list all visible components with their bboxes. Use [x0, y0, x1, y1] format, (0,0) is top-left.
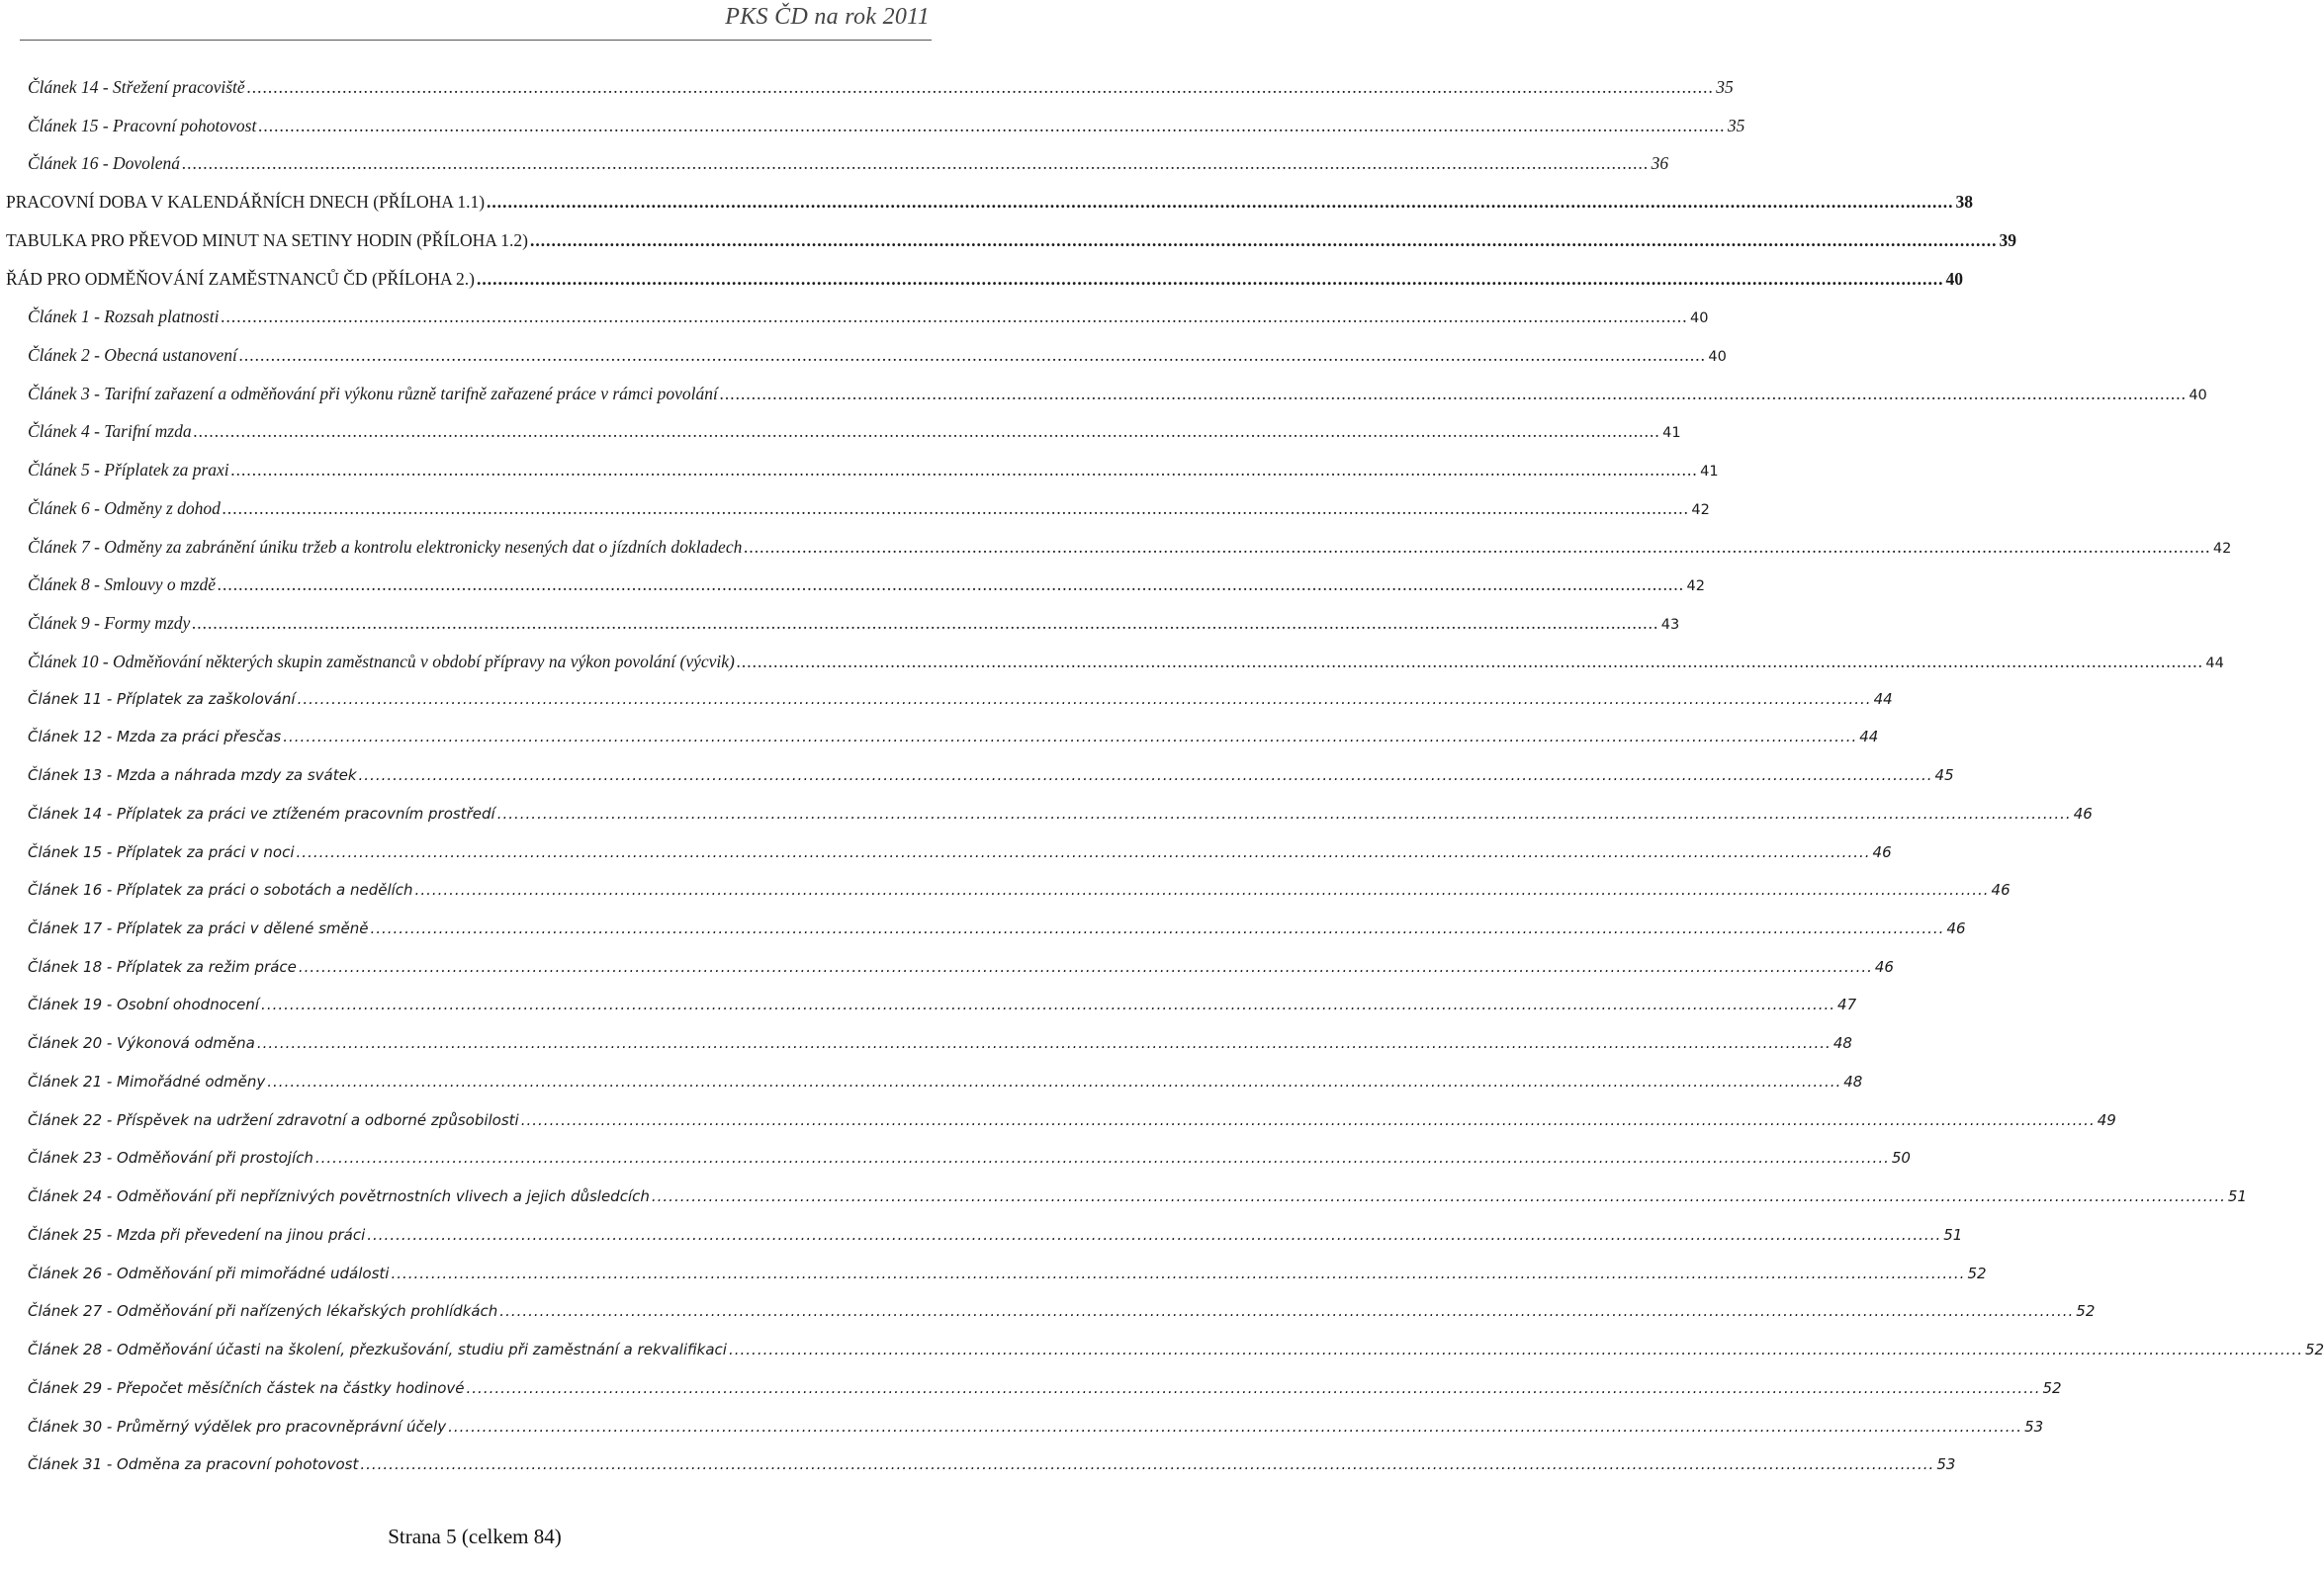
toc-entry[interactable] [28, 574, 1705, 595]
toc-entry[interactable] [28, 1418, 2044, 1436]
toc-entry-page-number: 42 [1686, 578, 1705, 594]
header-rule [20, 40, 932, 41]
toc-entry[interactable] [28, 306, 1709, 327]
toc-entry-title: Článek 26 - Odměňování při mimořádné události [28, 1265, 390, 1282]
toc-entry-page-number: 53 [2024, 1418, 2044, 1436]
toc-dot-leader [257, 1034, 1832, 1052]
toc-dot-leader [415, 881, 1990, 899]
toc-entry-page-number: 48 [1843, 1073, 1863, 1091]
toc-entry-title: Článek 3 - Tarifní zařazení a odměňování při výkonu různě tarifně zařazené práce v rámci povolání [28, 384, 718, 403]
toc-entry-title: Článek 12 - Mzda za práci přesčas [28, 728, 282, 745]
toc-entry-page-number: 46 [1874, 958, 1894, 976]
toc-entry[interactable] [28, 345, 1727, 366]
toc-dot-leader [521, 1111, 2096, 1129]
toc-entry-title: ŘÁD PRO ODMĚŇOVÁNÍ ZAMĚSTNANCŮ ČD (PŘÍLOHA 2.) [6, 269, 475, 289]
toc-entry-title: Článek 11 - Příplatek za zaškolování [28, 690, 296, 708]
toc-dot-leader [720, 384, 2188, 404]
running-header-title: PKS ČD na rok 2011 [725, 4, 930, 30]
toc-entry[interactable] [28, 652, 2224, 672]
toc-entry[interactable] [28, 153, 1669, 174]
toc-entry[interactable] [28, 384, 2207, 404]
toc-entry[interactable] [28, 919, 1966, 937]
toc-dot-leader [258, 116, 1726, 136]
toc-entry-page-number: 42 [1691, 502, 1710, 518]
toc-dot-leader [182, 153, 1650, 174]
toc-dot-leader [448, 1418, 2022, 1436]
toc-entry-page-number: 51 [2227, 1187, 2247, 1205]
toc-entry-title: Článek 19 - Osobní ohodnocení [28, 996, 260, 1013]
toc-entry-page-number: 46 [1872, 843, 1892, 861]
toc-entry-title: Článek 30 - Průměrný výdělek pro pracovněprávní účely [28, 1418, 447, 1436]
toc-entry-title: Článek 8 - Smlouvy o mzdě [28, 574, 217, 594]
toc-entry[interactable] [6, 269, 1963, 290]
toc-dot-leader [477, 269, 1944, 290]
toc-entry-title: Článek 10 - Odměňování některých skupin zaměstnanců v období přípravy na výkon povolání (výcvik) [28, 652, 735, 671]
toc-entry[interactable] [28, 996, 1857, 1013]
toc-entry-page-number: 40 [2189, 388, 2207, 403]
toc-entry-page-number: 41 [1700, 464, 1719, 480]
toc-entry[interactable] [28, 613, 1680, 634]
toc-entry[interactable] [28, 421, 1681, 442]
toc-entry-title: Článek 21 - Mimořádné odměny [28, 1073, 266, 1091]
toc-entry-title: Článek 14 - Střežení pracoviště [28, 77, 245, 97]
toc-dot-leader [367, 1226, 1941, 1244]
toc-entry[interactable] [28, 1226, 1963, 1244]
toc-dot-leader [267, 1073, 1841, 1091]
toc-entry-page-number: 51 [1943, 1226, 1963, 1244]
toc-entry-page-number: 46 [2073, 805, 2093, 823]
toc-dot-leader [370, 919, 1944, 937]
toc-entry-title: Článek 23 - Odměňování při prostojích [28, 1149, 313, 1167]
toc-entry-title: Článek 17 - Příplatek za práci v dělené směně [28, 919, 369, 937]
toc-entry-page-number: 40 [1945, 269, 1963, 289]
toc-entry[interactable] [6, 230, 2016, 251]
toc-entry-page-number: 46 [1991, 881, 2011, 899]
toc-entry-page-number: 35 [1727, 116, 1745, 135]
toc-entry-page-number: 52 [2042, 1379, 2062, 1397]
toc-entry[interactable] [28, 1111, 2116, 1129]
toc-entry[interactable] [28, 498, 1710, 519]
toc-dot-leader [283, 728, 1857, 745]
toc-entry[interactable] [28, 766, 1954, 784]
toc-entry-page-number: 44 [1873, 690, 1893, 708]
toc-entry-title: TABULKA PRO PŘEVOD MINUT NA SETINY HODIN (PŘÍLOHA 1.2) [6, 230, 528, 250]
toc-dot-leader [530, 230, 1998, 251]
toc-entry-title: Článek 18 - Příplatek za režim práce [28, 958, 297, 976]
toc-entry-title: Článek 6 - Odměny z dohod [28, 498, 221, 518]
toc-entry-page-number: 52 [1967, 1265, 1987, 1282]
toc-entry[interactable] [28, 1455, 1956, 1473]
toc-entry[interactable] [6, 192, 1974, 213]
toc-entry-title: Článek 5 - Příplatek za praxi [28, 460, 229, 480]
toc-dot-leader [247, 77, 1715, 98]
toc-dot-leader [487, 192, 1954, 213]
toc-entry[interactable] [28, 116, 1745, 136]
toc-entry-page-number: 36 [1651, 153, 1669, 173]
toc-entry-title: Článek 28 - Odměňování účasti na školení, přezkušování, studiu při zaměstnání a rekvalifikaci [28, 1341, 727, 1358]
toc-entry[interactable] [28, 1187, 2247, 1205]
toc-entry-page-number: 53 [1936, 1455, 1956, 1473]
toc-entry[interactable] [28, 690, 1893, 708]
toc-entry[interactable] [28, 1034, 1852, 1052]
toc-entry-page-number: 43 [1660, 617, 1680, 633]
toc-dot-leader [499, 1302, 2074, 1320]
toc-entry-title: Článek 9 - Formy mzdy [28, 613, 191, 633]
toc-entry-title: Článek 1 - Rozsah platnosti [28, 306, 220, 326]
toc-entry-title: Článek 14 - Příplatek za práci ve ztíženém pracovním prostředí [28, 805, 495, 823]
toc-entry-title: Článek 25 - Mzda při převedení na jinou práci [28, 1226, 366, 1244]
toc-entry[interactable] [28, 1149, 1911, 1167]
toc-entry-page-number: 40 [1708, 349, 1727, 365]
toc-dot-leader [652, 1187, 2226, 1205]
toc-entry-page-number: 45 [1934, 766, 1954, 784]
toc-entry-title: Článek 29 - Přepočet měsíčních částek na částky hodinové [28, 1379, 465, 1397]
toc-entry-page-number: 50 [1891, 1149, 1911, 1167]
toc-entry[interactable] [28, 1073, 1863, 1091]
toc-entry-page-number: 44 [1859, 728, 1879, 745]
toc-entry-title: Článek 7 - Odměny za zabránění úniku tržeb a kontrolu elektronicky nesených dat o jízdních dokladech [28, 537, 743, 557]
toc-entry-title: Článek 16 - Příplatek za práci o sobotách a nedělích [28, 881, 413, 899]
toc-entry-page-number: 40 [1689, 310, 1709, 326]
toc-entry-title: Článek 16 - Dovolená [28, 153, 181, 173]
toc-dot-leader [297, 843, 1871, 861]
toc-entry-page-number: 48 [1832, 1034, 1852, 1052]
toc-entry-page-number: 44 [2205, 656, 2224, 671]
toc-entry-page-number: 38 [1955, 192, 1974, 212]
toc-entry[interactable] [28, 728, 1879, 745]
toc-entry[interactable] [28, 537, 2232, 558]
toc-entry[interactable] [28, 77, 1734, 98]
toc-dot-leader [231, 460, 1699, 481]
toc-entry-page-number: 41 [1662, 425, 1681, 441]
toc-entry-title: Článek 22 - Příspěvek na udržení zdravotní a odborné způsobilosti [28, 1111, 519, 1129]
toc-entry-title: Článek 31 - Odměna za pracovní pohotovost [28, 1455, 359, 1473]
toc-dot-leader [391, 1265, 1965, 1282]
toc-dot-leader [223, 498, 1690, 519]
toc-dot-leader [194, 421, 1661, 442]
toc-dot-leader [729, 1341, 2303, 1358]
toc-entry-page-number: 47 [1837, 996, 1857, 1013]
toc-entry[interactable] [28, 958, 1894, 976]
toc-dot-leader [359, 766, 1933, 784]
toc-entry[interactable] [28, 843, 1892, 861]
page-footer-label: Strana 5 (celkem 84) [388, 1525, 562, 1548]
toc-dot-leader [218, 574, 1685, 595]
toc-dot-leader [239, 345, 1707, 366]
toc-entry-title: Článek 15 - Příplatek za práci v noci [28, 843, 295, 861]
toc-dot-leader [221, 306, 1688, 327]
toc-entry-page-number: 52 [2304, 1341, 2324, 1358]
toc-entry-page-number: 52 [2076, 1302, 2096, 1320]
toc-entry-title: Článek 2 - Obecná ustanovení [28, 345, 237, 365]
toc-entry-title: Článek 13 - Mzda a náhrada mzdy za svátek [28, 766, 357, 784]
toc-dot-leader [315, 1149, 1890, 1167]
toc-dot-leader [192, 613, 1659, 634]
toc-entry-page-number: 35 [1716, 77, 1734, 97]
toc-entry[interactable] [28, 1265, 1987, 1282]
toc-entry[interactable] [28, 805, 2093, 823]
toc-dot-leader [744, 537, 2211, 558]
toc-entry[interactable] [28, 1302, 2096, 1320]
toc-entry-page-number: 42 [2212, 541, 2232, 557]
toc-entry-page-number: 49 [2097, 1111, 2116, 1129]
toc-entry-title: Článek 4 - Tarifní mzda [28, 421, 192, 441]
toc-entry[interactable] [28, 1379, 2062, 1397]
toc-entry-title: Článek 27 - Odměňování při nařízených lékařských prohlídkách [28, 1302, 498, 1320]
toc-dot-leader [261, 996, 1835, 1013]
toc-dot-leader [467, 1379, 2041, 1397]
toc-entry[interactable] [28, 881, 2011, 899]
toc-entry[interactable] [28, 460, 1719, 481]
toc-entry-page-number: 39 [1999, 230, 2016, 250]
toc-dot-leader [298, 690, 1872, 708]
toc-entry-title: Článek 24 - Odměňování při nepříznivých povětrnostních vlivech a jejich důsledcích [28, 1187, 650, 1205]
toc-dot-leader [360, 1455, 1934, 1473]
toc-entry-page-number: 46 [1946, 919, 1966, 937]
toc-dot-leader [299, 958, 1873, 976]
toc-dot-leader [737, 652, 2204, 672]
toc-entry-title: Článek 20 - Výkonová odměna [28, 1034, 255, 1052]
toc-entry-title: Článek 15 - Pracovní pohotovost [28, 116, 257, 135]
toc-entry-title: PRACOVNÍ DOBA V KALENDÁŘNÍCH DNECH (PŘÍLOHA 1.1) [6, 192, 486, 212]
toc-dot-leader [497, 805, 2072, 823]
toc-entry[interactable] [28, 1341, 2324, 1358]
